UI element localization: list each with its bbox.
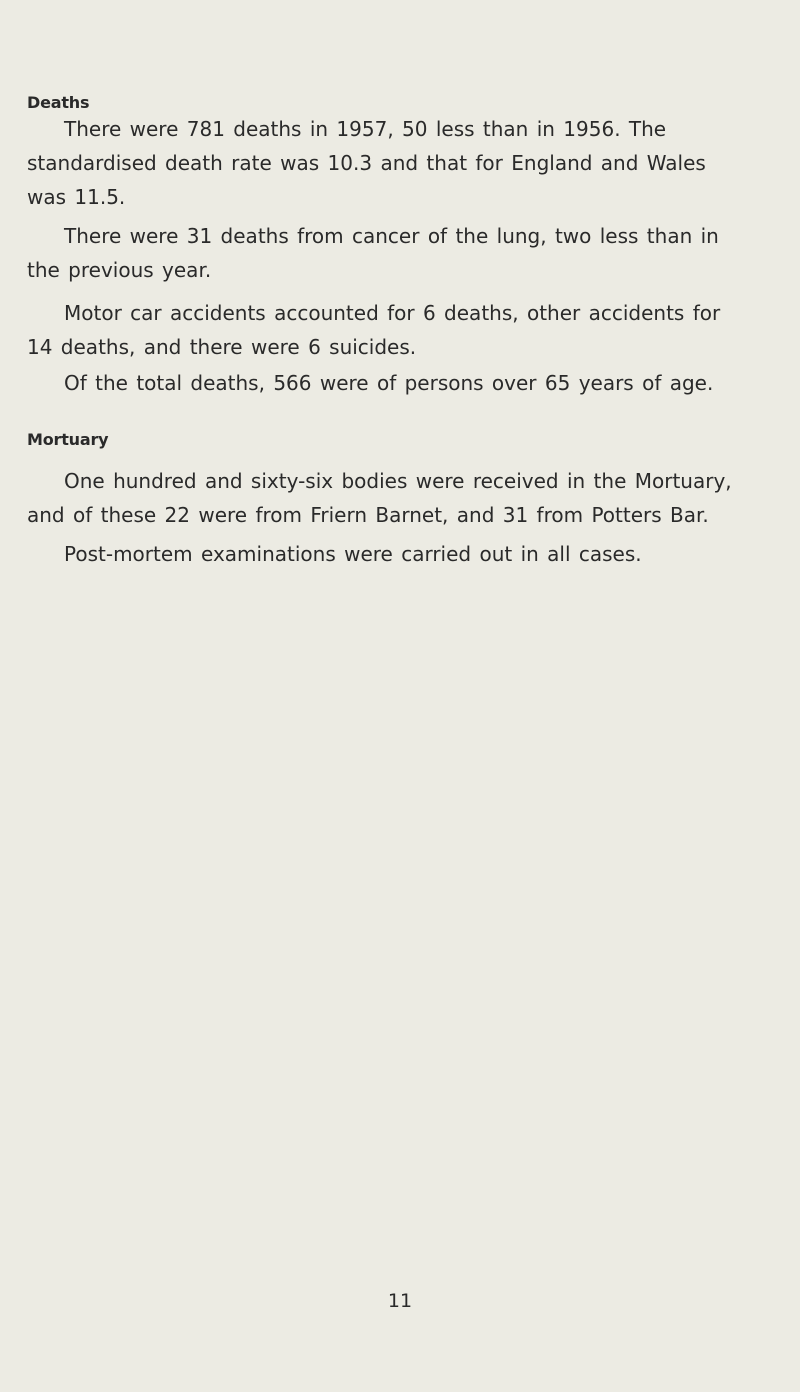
paragraph-accidents: Motor car accidents accounted for 6 deaths, other accidents for 14 deaths, and there were 6 suicides. xyxy=(27,301,721,359)
paragraph-mortuary-bodies: One hundred and sixty-six bodies were received in the Mortuary, and of these 22 were from Friern Barnet, and 31 from Potters Bar. xyxy=(27,469,732,527)
paragraph-death-totals: There were 781 deaths in 1957, 50 less than in 1956. The standardised death rate was 10.3 and that for England and Wales was 11.5. xyxy=(27,117,706,209)
section-heading-mortuary: Mortuary xyxy=(27,430,109,449)
paragraph-elderly-deaths: Of the total deaths, 566 were of persons over 65 years of age. xyxy=(64,371,714,395)
page-number: 11 xyxy=(387,1290,413,1312)
section-heading-deaths: Deaths xyxy=(27,93,90,112)
paragraph-lung-cancer: There were 31 deaths from cancer of the lung, two less than in the previous year. xyxy=(27,224,719,282)
paragraph-post-mortem: Post-mortem examinations were carried out in all cases. xyxy=(64,542,642,566)
